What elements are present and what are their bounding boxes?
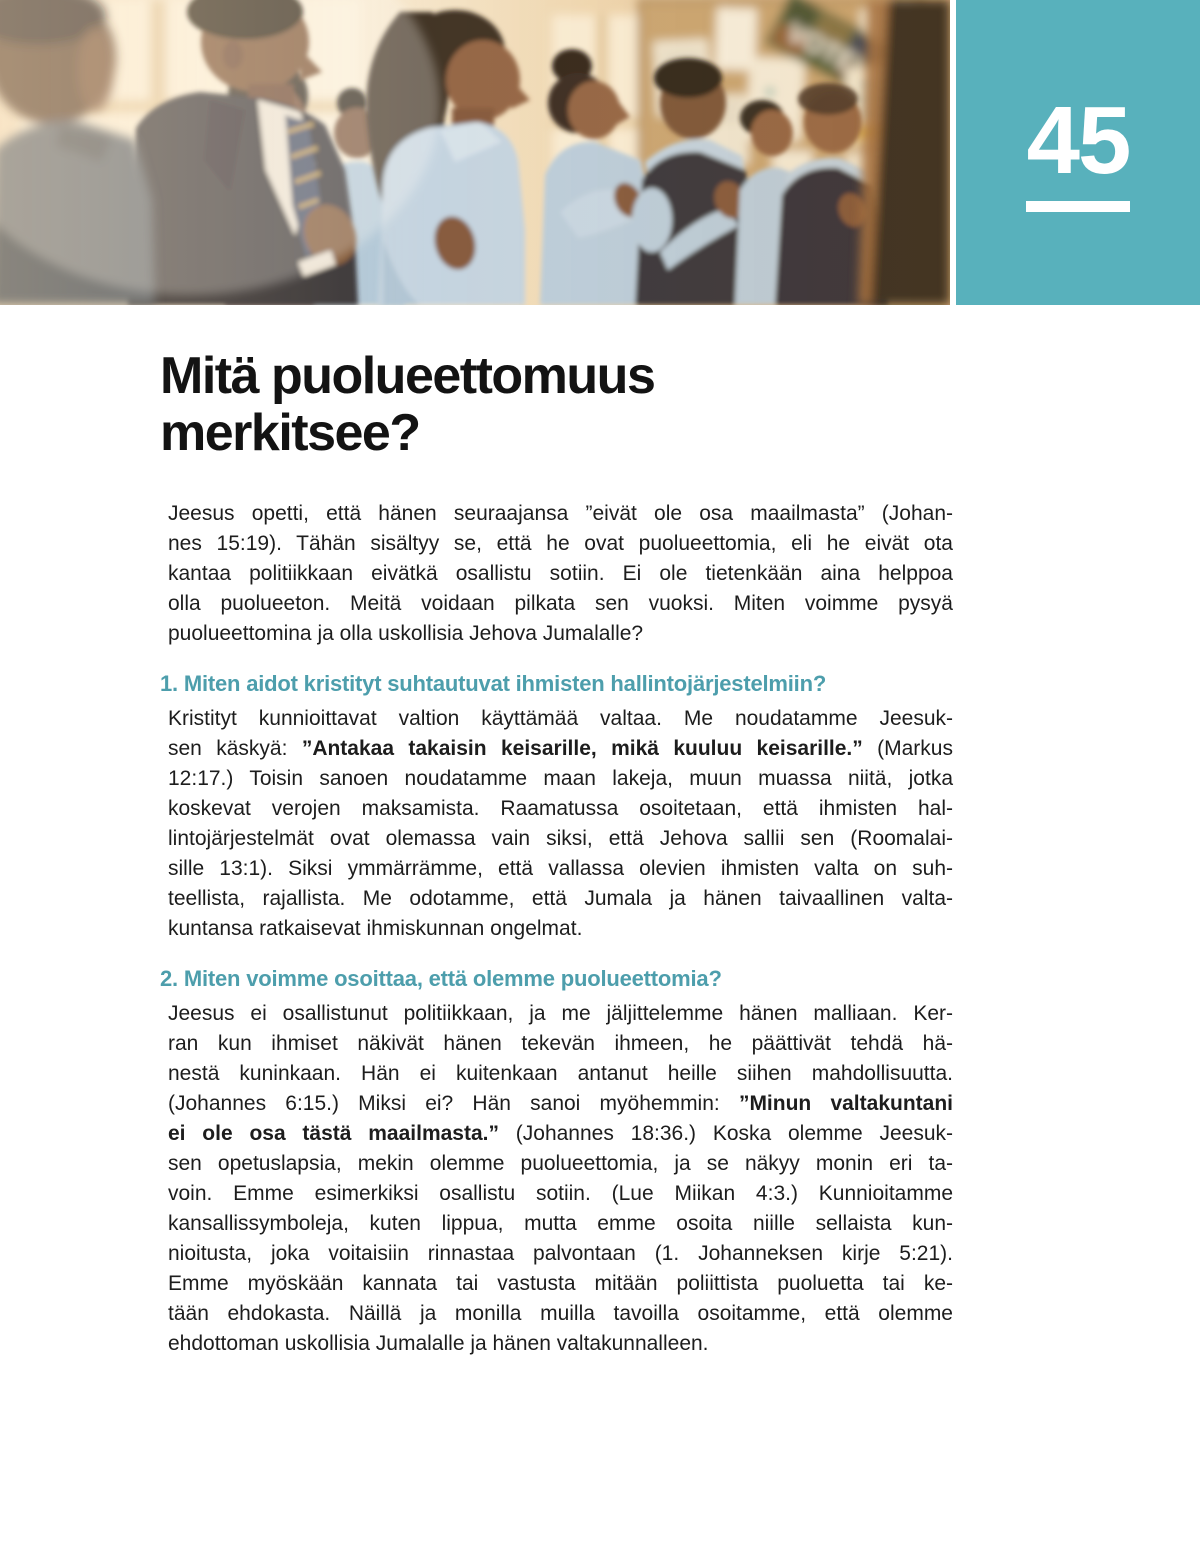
text-line: sen käskyä: ”Antakaa takaisin keisarille, mikä kuuluu keisarille.” (Markus xyxy=(168,737,953,760)
text-line: lintojärjestelmät ovat olemassa vain siksi, että Jehova sallii sen (Roomalai- xyxy=(168,827,953,850)
text-line: 12:17.) Toisin sanoen noudatamme maan lakeja, muun muassa niitä, jotka xyxy=(168,767,953,790)
text-line: (Johannes 6:15.) Miksi ei? Hän sanoi myöhemmin: ”Minun valtakuntani xyxy=(168,1092,953,1115)
text-line: koskevat verojen maksamista. Raamatussa osoitetaan, että ihmisten hal- xyxy=(168,797,953,820)
text-line: ei ole osa tästä maailmasta.” (Johannes 18:36.) Koska olemme Jeesuk- xyxy=(168,1122,953,1145)
chapter-box xyxy=(956,0,1200,305)
page-title xyxy=(160,348,960,462)
body-paragraph xyxy=(168,999,953,1359)
text-line: Jeesus opetti, että hänen seuraajansa ”eivät ole osa maailmasta” (Johan- xyxy=(168,502,953,525)
classroom-pledge-scene xyxy=(0,0,950,305)
text-line: nestä kuninkaan. Hän ei kuitenkaan antanut heille siihen mahdollisuutta. xyxy=(168,1062,953,1085)
text-line: kansallissymboleja, kuten lippua, mutta emme osoita niille sellaista kun- xyxy=(168,1212,953,1235)
text-line: olla puolueeton. Meitä voidaan pilkata sen vuoksi. Miten voimme pysyä xyxy=(168,592,953,615)
text-line: nioitusta, joka voitaisiin rinnastaa palvontaan (1. Johanneksen kirje 5:21). xyxy=(168,1242,953,1265)
article-body xyxy=(160,499,953,1359)
chapter-underline xyxy=(1026,201,1130,212)
text-line: Emme myöskään kannata tai vastusta mitään poliittista puoluetta tai ke- xyxy=(168,1272,953,1295)
page-title-line-2: merkitsee? xyxy=(160,404,420,462)
chapter-number: 45 xyxy=(1026,87,1130,194)
text-line: ehdottoman uskollisia Jumalalle ja hänen valtakunnalleen. xyxy=(168,1332,709,1355)
question-heading: 1. Miten aidot kristityt suhtautuvat ihmisten hallintojärjestelmiin? xyxy=(160,671,827,696)
text-line: Jeesus ei osallistunut politiikkaan, ja me jäljittelemme hänen malliaan. Ker- xyxy=(168,1002,953,1025)
body-paragraph xyxy=(168,499,953,649)
page-title-line-1: Mitä puolueettomuus xyxy=(160,347,655,405)
question-heading: 2. Miten voimme osoittaa, että olemme puolueettomia? xyxy=(160,966,722,991)
text-line: sen opetuslapsia, mekin olemme puolueettomia, ja se näkyy monin eri ta- xyxy=(168,1152,953,1175)
hero-photo xyxy=(0,0,950,305)
text-line: voin. Emme esimerkiksi osallistu sotiin. (Lue Miikan 4:3.) Kunnioitamme xyxy=(168,1182,953,1205)
text-line: kuntansa ratkaisevat ihmiskunnan ongelmat. xyxy=(168,917,583,940)
text-line: ran kun ihmiset näkivät hänen tekevän ihmeen, he päättivät tehdä hä- xyxy=(168,1032,953,1055)
text-line: sille 13:1). Siksi ymmärrämme, että vallassa olevien ihmisten valta on suh- xyxy=(168,857,953,880)
text-line: nes 15:19). Tähän sisältyy se, että he ovat puolueettomia, eli he eivät ota xyxy=(168,532,953,555)
text-line: puolueettomina ja olla uskollisia Jehova Jumalalle? xyxy=(168,622,644,645)
text-line: kantaa politiikkaan eivätkä osallistu sotiin. Ei ole tietenkään aina helppoa xyxy=(168,562,953,585)
body-paragraph xyxy=(168,704,953,944)
text-line: Kristityt kunnioittavat valtion käyttämää valtaa. Me noudatamme Jeesuk- xyxy=(168,707,953,730)
warm-light-overlay xyxy=(0,0,950,305)
text-line: teellista, rajallista. Me odotamme, että Jumala ja hänen taivaallinen valta- xyxy=(168,887,953,910)
text-line: tään ehdokasta. Näillä ja monilla muilla tavoilla osoitamme, että olemme xyxy=(168,1302,953,1325)
